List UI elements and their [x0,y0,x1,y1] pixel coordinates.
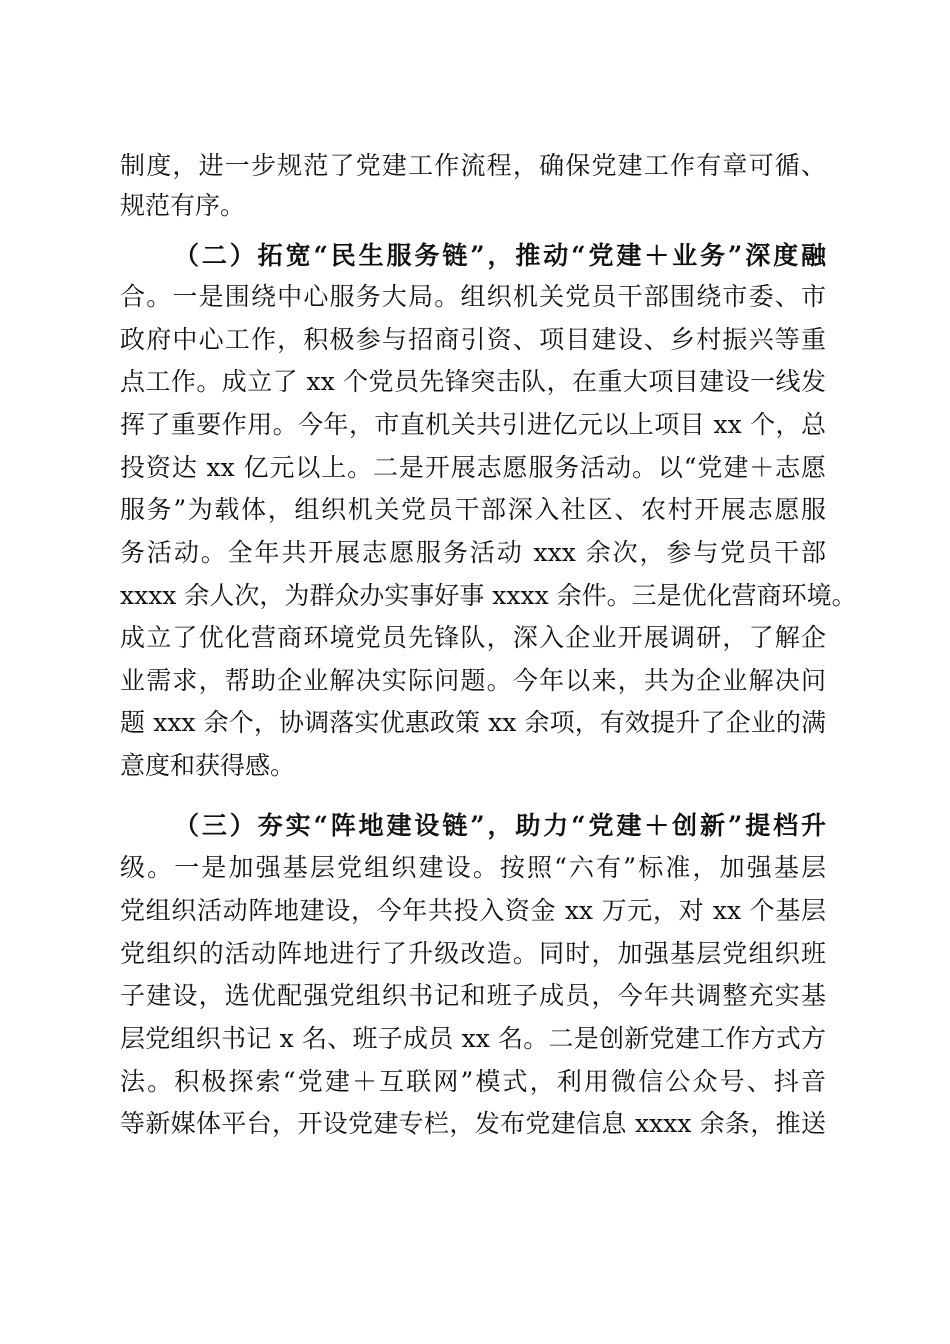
text-line: 服务”为载体，组织机关党员干部深入社区、农村开展志愿服 [120,495,826,524]
section-heading-line: （三）夯实“阵地建设链”，助力“党建＋创新”提档升 [174,811,826,840]
section-heading-line: （二）拓宽“民生服务链”，推动“党建＋业务”深度融 [174,241,826,270]
text-line: 等新媒体平台，开设党建专栏，发布党建信息 xxxx 余条，推送 [120,1109,826,1138]
text-line: 制度，进一步规范了党建工作流程，确保党建工作有章可循、 [120,151,826,180]
text-line: 党组织的活动阵地进行了升级改造。同时，加强基层党组织班 [120,939,826,968]
text-line: 合。一是围绕中心服务大局。组织机关党员干部围绕市委、市 [120,282,826,311]
text-line: xxxx 余人次，为群众办实事好事 xxxx 余件。三是优化营商环境。 [120,581,857,610]
text-line: 政府中心工作，积极参与招商引资、项目建设、乡村振兴等重 [120,325,826,354]
text-line: 子建设，选优配强党组织书记和班子成员，今年共调整充实基 [120,981,826,1010]
text-line: 业需求，帮助企业解决实际问题。今年以来，共为企业解决问 [120,666,826,695]
text-line: 层党组织书记 x 名、班子成员 xx 名。二是创新党建工作方式方 [120,1024,826,1053]
text-line: 党组织活动阵地建设，今年共投入资金 xx 万元，对 xx 个基层 [120,896,826,925]
text-line: 挥了重要作用。今年，市直机关共引进亿元以上项目 xx 个，总 [120,410,826,439]
text-line: 级。一是加强基层党组织建设。按照“六有”标准，加强基层 [120,853,826,882]
text-line: 成立了优化营商环境党员先锋队，深入企业开展调研，了解企 [120,623,826,652]
text-line: 点工作。成立了 xx 个党员先锋突击队，在重大项目建设一线发 [120,367,826,396]
text-line: 规范有序。 [120,191,246,220]
text-line: 法。积极探索“党建＋互联网”模式，利用微信公众号、抖音 [120,1067,826,1096]
text-line: 投资达 xx 亿元以上。二是开展志愿服务活动。以“党建＋志愿 [120,453,826,482]
text-line: 题 xxx 余个，协调落实优惠政策 xx 余项，有效提升了企业的满 [120,708,826,737]
text-line: 务活动。全年共开展志愿服务活动 xxx 余次，参与党员干部 [120,538,826,567]
text-line: 意度和获得感。 [120,751,296,780]
